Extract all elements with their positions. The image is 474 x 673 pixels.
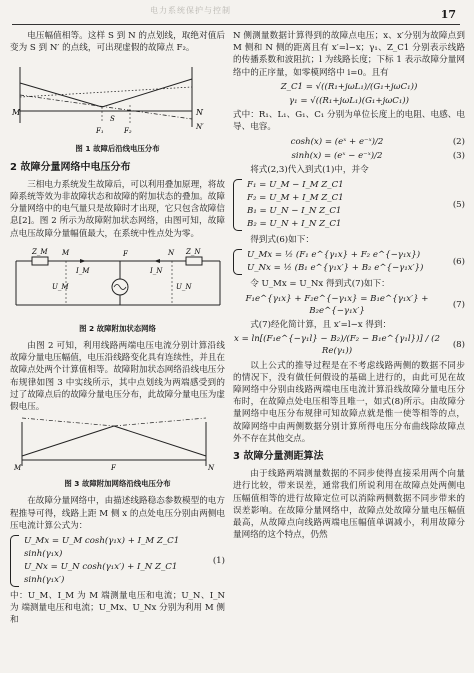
equation-8-number: (8) — [452, 340, 465, 351]
fig2-zm-impedance — [32, 257, 48, 265]
fig2-label-f: F — [123, 249, 128, 258]
fig3-m-dashdot — [114, 418, 206, 426]
section-3-heading: 3 故障分量测距算法 — [233, 451, 324, 463]
figure-1 — [10, 57, 225, 155]
fig3-n-solid — [114, 426, 206, 456]
equation-5 — [233, 179, 465, 231]
fig3-label-n: N — [208, 464, 215, 473]
fig1-dashdot-line — [20, 95, 192, 119]
fig2-in-arrow — [154, 259, 160, 263]
equation-6-line-1: U_Mx = ½ (F₁ e^{γ₁x} + F₂ e^{−γ₁x}) — [247, 250, 421, 261]
fig2-label-in: I_N — [150, 266, 163, 275]
figure-3 — [10, 416, 225, 490]
page-header — [0, 0, 474, 26]
fig1-label-f2: F₂ — [124, 127, 132, 136]
fig3-m-solid — [22, 426, 114, 456]
equation-6-number: (6) — [452, 257, 465, 268]
fig1-label-f1: F₁ — [96, 127, 104, 136]
left-column — [10, 30, 225, 629]
fig3-label-f: F — [111, 464, 116, 473]
section-2-paragraph-3: 在故障分量网络中，由描述线路稳态参数模型的电方程推导可得，线路上距 M 侧 x 的点处电压分别由两侧电压电流计算公式为： — [10, 496, 225, 531]
fig2-label-um: U_M — [52, 282, 69, 291]
fig2-label-im: I_M — [76, 266, 90, 275]
figure-2 — [10, 243, 225, 335]
figure-2-circuit — [10, 243, 225, 321]
faded-journal-title: 电力系统保护与控制 — [150, 6, 231, 15]
right-paragraph-2: 式中：R₁、L₁、G₁、C₁ 分别为单位长度上的电阻、电感、电导、电容。 — [233, 110, 465, 133]
right-paragraph-4: 得到式(6)如下： — [250, 235, 314, 246]
equation-5-brace — [233, 179, 242, 231]
section-2-paragraph: 三相电力系统发生故障后，可以利用叠加原理，将故障系统等效为非故障状态和故障的附加状态的叠加。故障分量网络中的电气量只是故障时才出现，它只包含故障信息[2]。图 2 所示为故障附加状态网络，由图可知，故障点电压故障分量幅值最大，在系统中性点处为零。 — [10, 179, 225, 239]
right-paragraph-1: N 侧测量数据计算得到的故障点电压；x、x′分别为故障点到 M 侧和 N 侧的距离且有 x′=l−x；γ₁、Z_C1 分别表示线路的传播系数和波阻抗；l 为线路长度；下标 1 表示故障分量网络中的正序量，如零模网络中 i=0。且有 — [233, 31, 465, 78]
figure-2-caption: 图 2 故障附加状态网络 — [79, 323, 156, 333]
section-2-paragraph-2: 由图 2 可知，利用线路两端电压电流分别计算沿线故障分量电压幅值，电压沿线路变化具有连续性，并且在故障点处两个计算值相等。故障附加状态网络沿线电压分布规律如图 3 中实线所示，其中点划线为两端感受到的过了故障点后的故障分量电压分布，此故障分量电压为虚假电压。 — [10, 341, 225, 413]
equation-zc — [233, 81, 465, 93]
fig2-label-zm: Z_M — [32, 247, 48, 256]
figure-1-plot — [10, 57, 225, 141]
equation-gamma-body: γ₁ = √((R₁+jωL₁)(G₁+jωC₁)) — [289, 96, 409, 107]
fig1-n-voltage-line — [102, 79, 192, 107]
fig1-label-nprime: N′ — [196, 123, 204, 132]
fig1-m-voltage-line — [20, 83, 102, 107]
page-number: 17 — [440, 8, 456, 21]
fig1-label-m: M — [12, 108, 21, 118]
equation-1-number: (1) — [212, 555, 225, 566]
equation-zc-body: Z_C1 = √((R₁+jωL₁)/(G₁+jωC₁)) — [280, 81, 418, 92]
right-paragraph-6: 式(7)经化简计算，且 x′=l−x 得到： — [250, 320, 392, 331]
equation-5-line-3: B₁ = U_N − I_N Z_C1 — [247, 206, 342, 217]
equation-2 — [233, 136, 465, 148]
equation-1-line-2: U_Nx = U_N cosh(γ₁x′) + I_N Z_C1 sinh(γ₁x′) — [24, 562, 178, 586]
fig1-label-s: S — [110, 115, 115, 124]
equation-2-number: (2) — [452, 136, 465, 147]
equation-8-body: x = ln[(F₁e^{−γ₁l} − B₂)/(F₂ − B₁e^{γ₁l})] / (2 Re(γ₁)) — [234, 334, 440, 357]
equation-7-number: (7) — [452, 299, 465, 310]
fig2-label-un: U_N — [176, 282, 192, 291]
equation-5-line-2: F₂ = U_M + I_M Z_C1 — [247, 193, 344, 204]
section-2-heading: 2 故障分量网络中电压分布 — [10, 161, 131, 173]
equation-5-line-1: F₁ = U_M − I_M Z_C1 — [247, 180, 344, 191]
fig3-label-m: M — [14, 464, 22, 473]
right-paragraph-5: 令 U_Mx = U_Nx 得到式(7)如下： — [250, 279, 390, 290]
fig2-label-zn: Z_N — [186, 247, 201, 256]
right-paragraph-7: 以上公式的推导过程是在不考虑线路两侧的数据不同步的情况下，没有做任何假设的基础上进行的，由此可见在故障网络中分别由线路两端电压电流计算沿线故障分量电压分布时，在故障点处电压相等且唯一，如式(8)所示。由故障分量网络中电压分布规律可知故障点就是惟一使等相等的点，故障网络中由两侧数据分别计算所得电压分布曲线除故障点外不存在其他交点。 — [233, 360, 465, 444]
equation-1 — [10, 535, 225, 587]
figure-3-plot — [10, 416, 225, 476]
fig2-label-n: N — [168, 248, 175, 257]
equation-7-body: F₁e^{γ₁x} + F₂e^{−γ₁x} = B₁e^{γ₁x′} + B₂e^{−γ₁x′} — [245, 293, 429, 316]
intro-paragraph: 电压幅值相等。这样 S 到 N 的点划线，取绝对值后变为 S 到 N′ 的点线，可出现虚假的故障点 F₂。 — [10, 31, 225, 54]
fig2-zn-impedance — [186, 257, 202, 265]
fig1-label-n: N — [196, 108, 203, 118]
equation-3-number: (3) — [452, 150, 465, 161]
equation-5-line-4: B₂ = U_N + I_N Z_C1 — [247, 219, 342, 230]
right-column — [233, 30, 465, 544]
equation-6-line-2: U_Nx = ½ (B₁ e^{γ₁x′} + B₂ e^{−γ₁x′}) — [247, 263, 424, 274]
equation-3-body: sinh(x) = (eˣ − e⁻ˣ)/2 — [291, 150, 383, 161]
right-paragraph-3: 将式(2,3)代入到式(1)中，并令 — [250, 165, 369, 176]
fig3-n-dashdot — [22, 418, 114, 426]
fig1-dotted-line — [20, 87, 192, 97]
equation-1-brace — [10, 535, 19, 587]
figure-1-caption: 图 1 故障后沿线电压分布 — [75, 144, 160, 154]
fig2-im-arrow — [80, 259, 86, 263]
left-footer-paragraph: 中：U_M、I_M 为 M 端测量电压和电流；U_N、I_N 为 端测量电压和电流；U_Mx、U_Nx 分别为利用 M 侧和 — [10, 591, 225, 626]
header-rule — [12, 24, 460, 25]
equation-1-line-1: U_Mx = U_M cosh(γ₁x) + I_M Z_C1 sinh(γ₁x) — [24, 536, 180, 560]
equation-gamma — [233, 95, 465, 107]
fig2-label-m: M — [62, 248, 70, 257]
equation-8 — [233, 333, 465, 357]
equation-7 — [233, 293, 465, 317]
equation-3 — [233, 150, 465, 162]
equation-6 — [233, 249, 465, 275]
equation-6-brace — [233, 249, 242, 275]
equation-2-body: cosh(x) = (eˣ + e⁻ˣ)/2 — [290, 136, 384, 147]
figure-3-caption: 图 3 故障附加网络沿线电压分布 — [64, 479, 171, 489]
section-3-paragraph: 由于线路两端测量数据的不同步使得直接采用两个向量进行比较，带来误差，通常我们所说利用在故障点处两侧电压幅值相等的进行故障定位可以消除两侧数据不同步带来的误差影响。在故障分量网络中，故障点处故障分量电压幅值最高，从故障点向线路两端电压幅值单调减小，利用故障分量网络的这个特点，仍然 — [233, 469, 465, 541]
equation-5-number: (5) — [452, 200, 465, 211]
